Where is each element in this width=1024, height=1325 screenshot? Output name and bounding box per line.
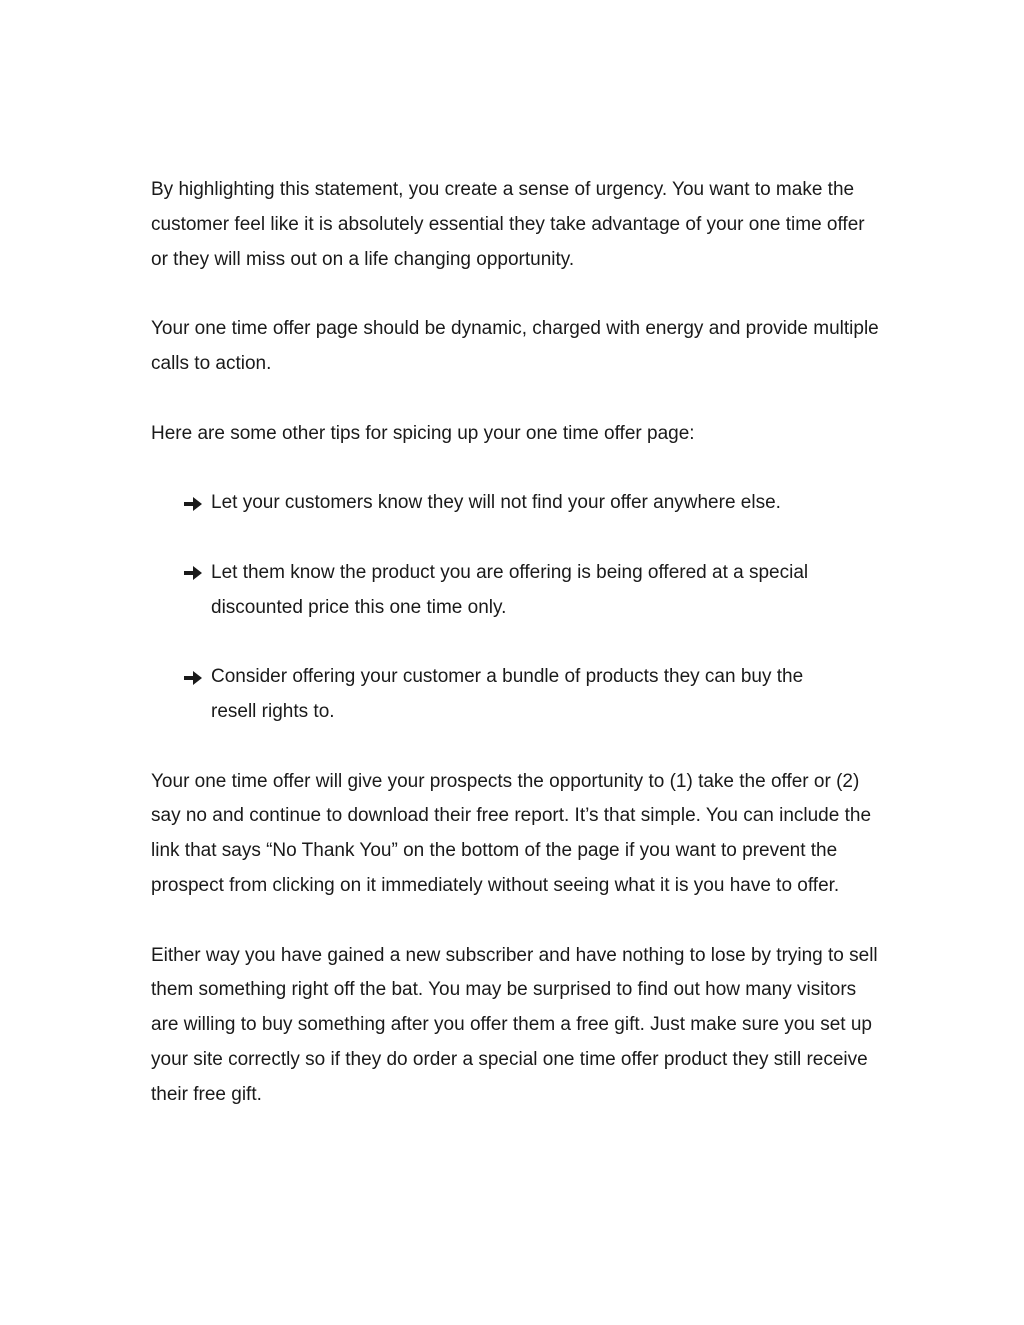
- tips-list: [151, 486, 881, 730]
- document-page: [151, 173, 881, 1147]
- right-arrow-icon: [184, 486, 204, 521]
- paragraph-tips-intro: Here are some other tips for spicing up your one time offer page:: [151, 422, 695, 444]
- paragraph-offer-choice: Your one time offer will give your prospects the opportunity to (1) take the offer or (2) say no and continue to download their free report. It’s that simple. You can include the link that says “No Thank You” on the bottom of the page if you want to prevent the prospect from clicking on it immediately without seeing what it is you have to offer.: [151, 770, 872, 896]
- list-item: [151, 556, 851, 626]
- list-item: [151, 660, 851, 730]
- list-item-text: Let your customers know they will not find your offer anywhere else.: [211, 492, 781, 514]
- paragraph-new-subscriber: Either way you have gained a new subscriber and have nothing to lose by trying to sell them something right off the bat. You may be surprised to find out how many visitors are willing to buy something after you offer them a free gift. Just make sure you set up your site correctly so if they do order a special one time offer product they still receive their free gift.: [151, 944, 878, 1105]
- right-arrow-icon: [184, 556, 204, 591]
- list-item: [151, 486, 851, 521]
- list-item-text: Let them know the product you are offering is being offered at a special discounted price this one time only.: [211, 561, 809, 618]
- right-arrow-icon: [184, 660, 204, 695]
- paragraph-dynamic-page: Your one time offer page should be dynamic, charged with energy and provide multiple calls to action.: [151, 318, 879, 374]
- list-item-text: Consider offering your customer a bundle of products they can buy the resell rights to.: [211, 666, 804, 722]
- paragraph-urgency: By highlighting this statement, you create a sense of urgency. You want to make the customer feel like it is absolutely essential they take advantage of your one time offer or they will miss out on a life changing opportunity.: [151, 179, 865, 270]
